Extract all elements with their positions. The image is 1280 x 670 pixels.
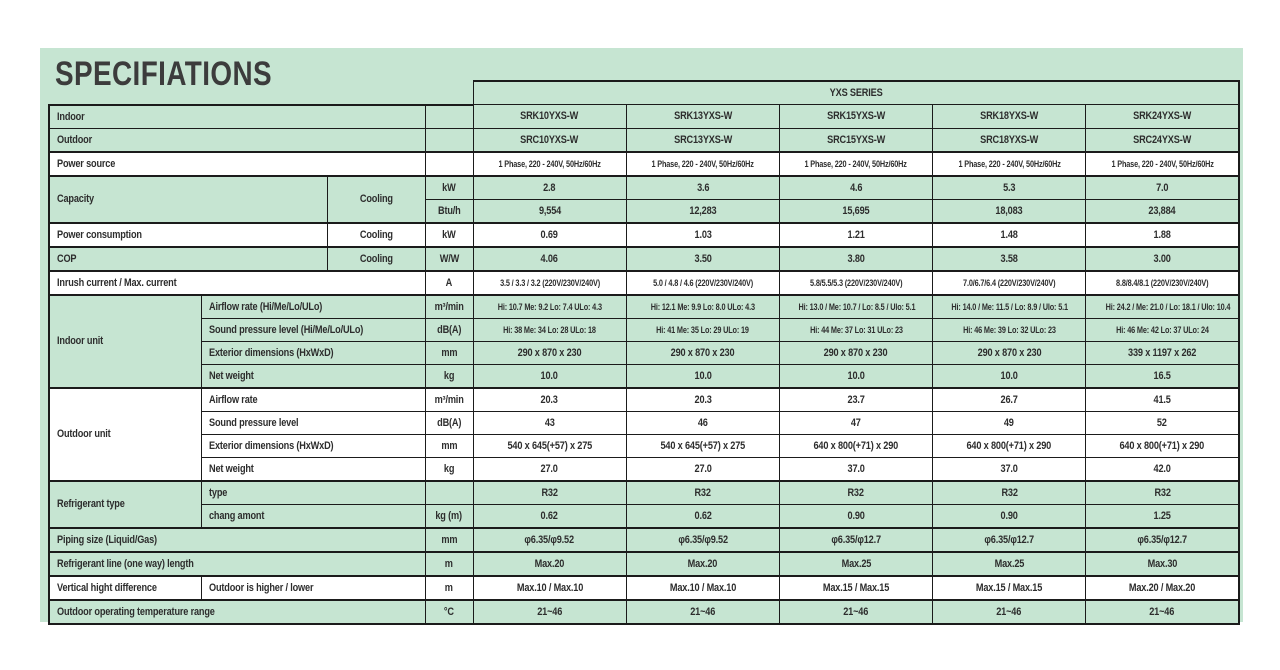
value-cell: Hi: 38 Me: 34 Lo: 28 ULo: 18 [473,318,626,341]
value-cell: 23.7 [779,388,932,412]
unit-cell [425,128,473,152]
value-cell: 15,695 [779,199,932,223]
value-cell: 540 x 645(+57) x 275 [473,434,626,457]
value-cell: φ6.35/φ12.7 [779,528,932,552]
outdoor-airflow-row [49,388,1239,412]
value-cell: φ6.35/φ12.7 [1086,528,1239,552]
value-cell: 4.06 [473,247,626,271]
unit-cell: m³/min [425,295,473,319]
value-cell: Max.30 [1086,552,1239,576]
value-cell: 290 x 870 x 230 [473,341,626,364]
value-cell: 21~46 [626,600,779,624]
value-cell: R32 [473,481,626,505]
refrigerant-type-row [49,481,1239,505]
outdoor-model-cell: SRC15YXS-W [779,128,932,152]
vertical-difference-label: Vertical hight difference [49,576,201,600]
unit-cell: kg [425,364,473,388]
value-cell: Hi: 14.0 / Me: 11.5 / Lo: 8.9 / Ulo: 5.1 [933,295,1086,319]
capacity-kw-row [49,176,1239,200]
value-cell: Hi: 46 Me: 42 Lo: 37 ULo: 24 [1086,318,1239,341]
series-header-row [49,81,1239,105]
indoor-weight-row [49,364,1239,388]
value-cell: 41.5 [1086,388,1239,412]
indoor-model-cell: SRK10YXS-W [473,105,626,129]
cop-mode-cell: Cooling [327,247,425,271]
indoor-dimensions-row [49,341,1239,364]
value-cell: 640 x 800(+71) x 290 [779,434,932,457]
unit-cell: mm [425,341,473,364]
value-cell: 640 x 800(+71) x 290 [1086,434,1239,457]
indoor-airflow-label: Airflow rate (Hi/Me/Lo/ULo) [201,295,425,319]
value-cell: 18,083 [933,199,1086,223]
value-cell: 27.0 [473,457,626,481]
indoor-models-row [49,105,1239,129]
unit-cell: m [425,576,473,600]
value-cell: 3.00 [1086,247,1239,271]
value-cell: 26.7 [933,388,1086,412]
value-cell: Max.15 / Max.15 [779,576,932,600]
value-cell: 21~46 [473,600,626,624]
outdoor-model-cell: SRC13YXS-W [626,128,779,152]
value-cell: 290 x 870 x 230 [779,341,932,364]
indoor-model-cell: SRK18YXS-W [933,105,1086,129]
value-cell: Hi: 44 Me: 37 Lo: 31 ULo: 23 [779,318,932,341]
value-cell: 1.48 [933,223,1086,247]
value-cell: 3.58 [933,247,1086,271]
outdoor-dimensions-row [49,434,1239,457]
unit-cell: W/W [425,247,473,271]
unit-cell [425,105,473,129]
value-cell: 1.25 [1086,504,1239,528]
value-cell: 7.0 [1086,176,1239,200]
unit-cell: °C [425,600,473,624]
indoor-model-cell: SRK24YXS-W [1086,105,1239,129]
value-cell: 10.0 [626,364,779,388]
value-cell: Max.20 [473,552,626,576]
value-cell: φ6.35/φ9.52 [626,528,779,552]
piping-size-row [49,528,1239,552]
value-cell: 20.3 [626,388,779,412]
outdoor-models-row [49,128,1239,152]
unit-cell: kW [425,176,473,200]
value-cell: 7.0/6.7/6.4 (220V/230V/240V) [933,271,1086,295]
value-cell: 47 [779,411,932,434]
value-cell: 1 Phase, 220 - 240V, 50Hz/60Hz [626,152,779,176]
indoor-dimensions-label: Exterior dimensions (HxWxD) [201,341,425,364]
value-cell: 0.90 [779,504,932,528]
vertical-difference-row [49,576,1239,600]
value-cell: 0.62 [473,504,626,528]
value-cell: 20.3 [473,388,626,412]
value-cell: Max.10 / Max.10 [473,576,626,600]
line-length-label: Refrigerant line (one way) length [49,552,425,576]
value-cell: Max.25 [779,552,932,576]
capacity-label: Capacity [49,176,327,223]
unit-cell: m³/min [425,388,473,412]
value-cell: 1 Phase, 220 - 240V, 50Hz/60Hz [779,152,932,176]
outdoor-sound-row [49,411,1239,434]
unit-cell: kW [425,223,473,247]
value-cell: 3.6 [626,176,779,200]
value-cell: 23,884 [1086,199,1239,223]
power-consumption-row [49,223,1239,247]
value-cell: 5.8/5.5/5.3 (220V/230V/240V) [779,271,932,295]
inrush-current-label: Inrush current / Max. current [49,271,425,295]
value-cell: 12,283 [626,199,779,223]
outdoor-model-cell: SRC24YXS-W [1086,128,1239,152]
value-cell: Max.15 / Max.15 [933,576,1086,600]
indoor-model-cell: SRK13YXS-W [626,105,779,129]
value-cell: 3.50 [626,247,779,271]
value-cell: 46 [626,411,779,434]
value-cell: 4.6 [779,176,932,200]
page-title: SPECIFIATIONS [55,55,273,93]
inrush-current-row [49,271,1239,295]
value-cell: 37.0 [779,457,932,481]
value-cell: 640 x 800(+71) x 290 [933,434,1086,457]
series-header-cell: YXS SERIES [473,81,1239,105]
value-cell: 9,554 [473,199,626,223]
indoor-model-cell: SRK15YXS-W [779,105,932,129]
value-cell: 16.5 [1086,364,1239,388]
value-cell: φ6.35/φ9.52 [473,528,626,552]
power-source-label: Power source [49,152,425,176]
power-consumption-label: Power consumption [49,223,327,247]
outdoor-row-label: Outdoor [49,128,425,152]
indoor-row-label: Indoor [49,105,425,129]
unit-cell: dB(A) [425,411,473,434]
indoor-unit-label: Indoor unit [49,295,201,388]
value-cell: 0.69 [473,223,626,247]
capacity-mode-cell: Cooling [327,176,425,223]
value-cell: 339 x 1197 x 262 [1086,341,1239,364]
unit-cell: kg [425,457,473,481]
refrigerant-charge-row [49,504,1239,528]
cop-label: COP [49,247,327,271]
value-cell: 43 [473,411,626,434]
value-cell: 1.03 [626,223,779,247]
value-cell: 5.3 [933,176,1086,200]
value-cell: 49 [933,411,1086,434]
value-cell: R32 [933,481,1086,505]
value-cell: 27.0 [626,457,779,481]
outdoor-weight-row [49,457,1239,481]
value-cell: R32 [626,481,779,505]
value-cell: 21~46 [1086,600,1239,624]
value-cell: Hi: 10.7 Me: 9.2 Lo: 7.4 ULo: 4.3 [473,295,626,319]
unit-cell: dB(A) [425,318,473,341]
value-cell: 0.90 [933,504,1086,528]
outdoor-model-cell: SRC18YXS-W [933,128,1086,152]
value-cell: 540 x 645(+57) x 275 [626,434,779,457]
value-cell: Hi: 46 Me: 39 Lo: 32 ULo: 23 [933,318,1086,341]
value-cell: Max.10 / Max.10 [626,576,779,600]
temp-range-label: Outdoor operating temperature range [49,600,425,624]
power-source-row [49,152,1239,176]
value-cell: 3.80 [779,247,932,271]
value-cell: Hi: 24.2 / Me: 21.0 / Lo: 18.1 / Ulo: 10.4 [1086,295,1239,319]
line-length-row [49,552,1239,576]
cop-row [49,247,1239,271]
value-cell: 3.5 / 3.3 / 3.2 (220V/230V/240V) [473,271,626,295]
value-cell: 1 Phase, 220 - 240V, 50Hz/60Hz [933,152,1086,176]
unit-cell: mm [425,528,473,552]
value-cell: 37.0 [933,457,1086,481]
value-cell: φ6.35/φ12.7 [933,528,1086,552]
vertical-difference-sublabel: Outdoor is higher / lower [201,576,425,600]
value-cell: Max.25 [933,552,1086,576]
value-cell: 21~46 [933,600,1086,624]
spec-sheet-panel [40,48,1243,622]
value-cell: Max.20 / Max.20 [1086,576,1239,600]
outdoor-sound-label: Sound pressure level [201,411,425,434]
temp-range-row [49,600,1239,624]
refrigerant-charge-label: chang amont [201,504,425,528]
unit-cell: m [425,552,473,576]
indoor-sound-label: Sound pressure level (Hi/Me/Lo/ULo) [201,318,425,341]
indoor-airflow-row [49,295,1239,319]
value-cell: 1 Phase, 220 - 240V, 50Hz/60Hz [473,152,626,176]
piping-size-label: Piping size (Liquid/Gas) [49,528,425,552]
outdoor-dimensions-label: Exterior dimensions (HxWxD) [201,434,425,457]
unit-cell: kg (m) [425,504,473,528]
unit-cell: Btu/h [425,199,473,223]
header-spacer [49,81,473,105]
value-cell: 52 [1086,411,1239,434]
value-cell: 42.0 [1086,457,1239,481]
value-cell: R32 [779,481,932,505]
value-cell: 1.88 [1086,223,1239,247]
unit-cell: A [425,271,473,295]
value-cell: 10.0 [933,364,1086,388]
outdoor-model-cell: SRC10YXS-W [473,128,626,152]
value-cell: R32 [1086,481,1239,505]
outdoor-airflow-label: Airflow rate [201,388,425,412]
value-cell: 1 Phase, 220 - 240V, 50Hz/60Hz [1086,152,1239,176]
value-cell: Hi: 12.1 Me: 9.9 Lo: 8.0 ULo: 4.3 [626,295,779,319]
value-cell: 10.0 [473,364,626,388]
value-cell: 290 x 870 x 230 [933,341,1086,364]
value-cell: 8.8/8.4/8.1 (220V/230V/240V) [1086,271,1239,295]
indoor-weight-label: Net weight [201,364,425,388]
value-cell: 2.8 [473,176,626,200]
spec-table [48,80,1240,625]
value-cell: Hi: 13.0 / Me: 10.7 / Lo: 8.5 / Ulo: 5.1 [779,295,932,319]
value-cell: 5.0 / 4.8 / 4.6 (220V/230V/240V) [626,271,779,295]
indoor-sound-row [49,318,1239,341]
value-cell: 1.21 [779,223,932,247]
value-cell: Hi: 41 Me: 35 Lo: 29 ULo: 19 [626,318,779,341]
value-cell: 290 x 870 x 230 [626,341,779,364]
value-cell: 0.62 [626,504,779,528]
outdoor-weight-label: Net weight [201,457,425,481]
value-cell: Max.20 [626,552,779,576]
unit-cell: mm [425,434,473,457]
unit-cell [425,152,473,176]
outdoor-unit-label: Outdoor unit [49,388,201,481]
refrigerant-type-label: type [201,481,425,505]
value-cell: 10.0 [779,364,932,388]
unit-cell [425,481,473,505]
value-cell: 21~46 [779,600,932,624]
refrigerant-label: Refrigerant type [49,481,201,528]
power-consumption-mode-cell: Cooling [327,223,425,247]
